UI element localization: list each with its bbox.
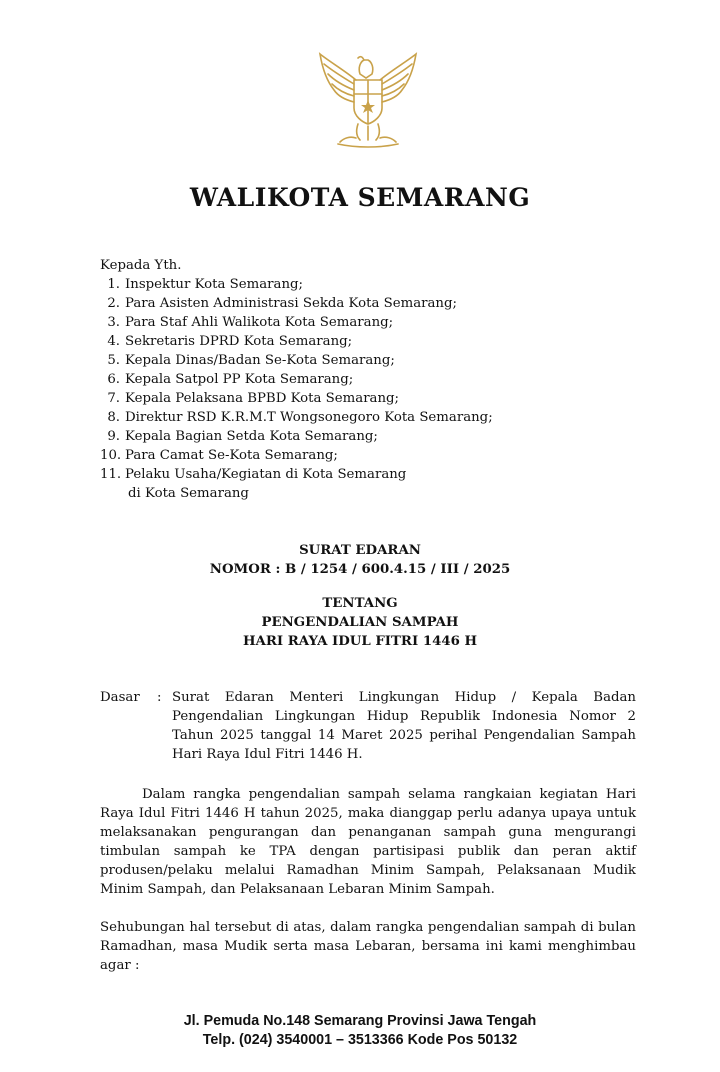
list-item [100, 427, 493, 446]
basis-label: Dasar [100, 690, 140, 705]
list-item [100, 332, 493, 351]
list-item [100, 465, 493, 484]
letter-heading [0, 541, 720, 579]
list-item [100, 408, 493, 427]
item-text: Para Asisten Administrasi Sekda Kota Semarang; [125, 296, 457, 311]
item-text: Sekretaris DPRD Kota Semarang; [125, 334, 353, 349]
item-number: 9. [107, 429, 120, 444]
item-number: 10. [100, 448, 122, 463]
list-item [100, 294, 493, 313]
footer-address: Jl. Pemuda No.148 Semarang Provinsi Jawa Tengah [183, 1013, 537, 1029]
list-item [100, 389, 493, 408]
subject-line-2: HARI RAYA IDUL FITRI 1446 H [242, 634, 478, 649]
item-text: Kepala Pelaksana BPBD Kota Semarang; [125, 391, 400, 406]
list-item [100, 370, 493, 389]
garuda-pancasila-emblem-icon [316, 50, 420, 148]
letter-type: SURAT EDARAN [299, 543, 421, 558]
recipient-items [100, 275, 493, 484]
item-number: 11. [100, 467, 122, 482]
item-number: 2. [107, 296, 120, 311]
list-item [100, 275, 493, 294]
item-text: Inspektur Kota Semarang; [125, 277, 304, 292]
basis-section [100, 688, 636, 764]
item-text: Direktur RSD K.R.M.T Wongsonegoro Kota Semarang; [125, 410, 493, 425]
item-number: 1. [107, 277, 120, 292]
document-title: WALIKOTA SEMARANG [189, 183, 531, 212]
item-number: 8. [107, 410, 120, 425]
item-number: 6. [107, 372, 120, 387]
basis-text: Surat Edaran Menteri Lingkungan Hidup / Kepala Badan Pengendalian Lingkungan Hidup Republik Indonesia Nomor 2 Tahun 2025 tanggal 14 Maret 2025 perihal Pengendalian Sampah Hari Raya Idul Fitri 1446 H. [172, 690, 636, 762]
item-text: Kepala Bagian Setda Kota Semarang; [125, 429, 378, 444]
body-paragraph-2: Sehubungan hal tersebut di atas, dalam rangka pengendalian sampah di bulan Ramadhan, masa Mudik serta masa Lebaran, bersama ini kami menghimbau agar : [100, 920, 636, 973]
item-text: Pelaku Usaha/Kegiatan di Kota Semarang [125, 467, 407, 482]
recipient-location: di Kota Semarang [128, 486, 249, 501]
letter-subject [0, 594, 720, 651]
item-number: 5. [107, 353, 120, 368]
item-number: 7. [107, 391, 120, 406]
item-text: Para Camat Se-Kota Semarang; [125, 448, 338, 463]
item-text: Kepala Dinas/Badan Se-Kota Semarang; [125, 353, 395, 368]
recipient-list [100, 256, 493, 503]
footer-address-block [0, 1012, 720, 1050]
about-label: TENTANG [322, 596, 398, 611]
list-item [100, 351, 493, 370]
list-item [100, 313, 493, 332]
body-paragraph-1: Dalam rangka pengendalian sampah selama rangkaian kegiatan Hari Raya Idul Fitri 1446 H tahun 2025, maka dianggap perlu adanya upaya untuk melaksanakan pengurangan dan penanganan sampah guna mengurangi timbulan sampah ke TPA dengan partisipasi publik dan peran aktif produsen/pelaku melalui Ramadhan Minim Sampah, Pelaksanaan Mudik Minim Sampah, dan Pelaksanaan Lebaran Minim Sampah. [100, 787, 636, 897]
salutation: Kepada Yth. [100, 258, 182, 273]
subject-line-1: PENGENDALIAN SAMPAH [261, 615, 459, 630]
item-text: Kepala Satpol PP Kota Semarang; [125, 372, 354, 387]
list-item [100, 446, 493, 465]
basis-colon: : [157, 690, 162, 705]
item-number: 4. [107, 334, 120, 349]
letter-number: NOMOR : B / 1254 / 600.4.15 / III / 2025 [209, 562, 511, 577]
footer-contact: Telp. (024) 3540001 – 3513366 Kode Pos 50132 [202, 1032, 518, 1048]
item-text: Para Staf Ahli Walikota Kota Semarang; [125, 315, 394, 330]
item-number: 3. [107, 315, 120, 330]
